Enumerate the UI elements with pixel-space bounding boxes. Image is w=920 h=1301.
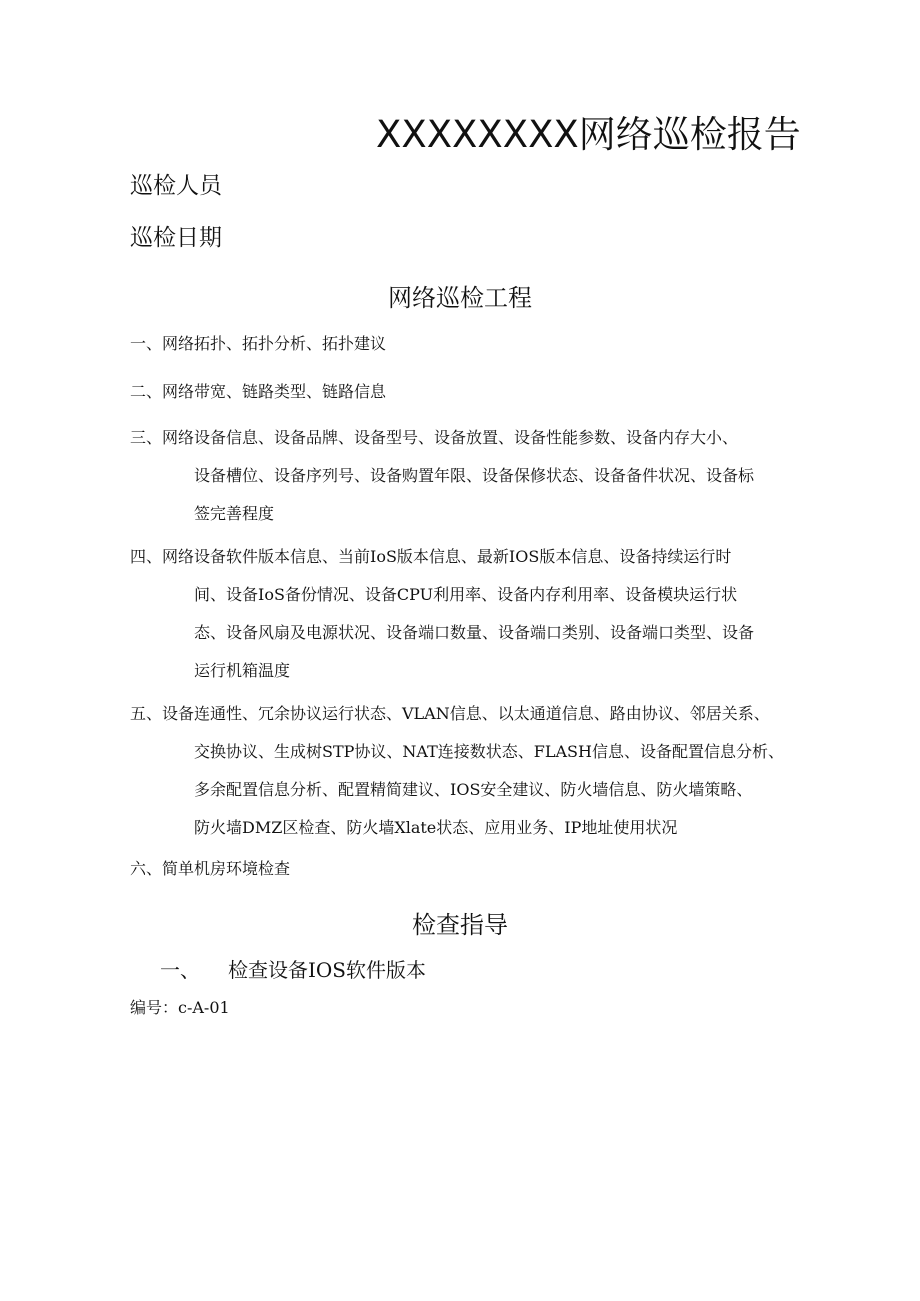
scope-item-line: 交换协议、生成树STP协议、NAT连接数状态、FLASH信息、设备配置信息分析、 <box>194 742 784 761</box>
scope-item-line: 运行机箱温度 <box>194 661 291 680</box>
scope-item-line: 多余配置信息分析、配置精简建议、IOS安全建议、防火墙信息、防火墙策略、 <box>194 780 753 799</box>
scope-item-line: 一、网络拓扑、拓扑分析、拓扑建议 <box>130 334 387 353</box>
document-title: XXXXXXXX网络巡检报告 <box>376 113 801 156</box>
scope-item-4 <box>130 538 800 690</box>
scope-item-1 <box>130 325 800 363</box>
scope-item-line: 态、设备风扇及电源状况、设备端口数量、设备端口类别、设备端口类型、设备 <box>194 623 755 642</box>
scope-section-heading: 网络巡检工程 <box>388 284 532 312</box>
scope-item-line: 设备槽位、设备序列号、设备购置年限、设备保修状态、设备备件状况、设备标 <box>194 466 755 485</box>
date-label: 巡检日期 <box>130 225 222 251</box>
guide-sub-heading <box>160 955 426 985</box>
scope-item-line: 四、网络设备软件版本信息、当前IoS版本信息、最新IOS版本信息、设备持续运行时 <box>130 547 732 566</box>
sub-heading-number: 一、 <box>160 958 200 982</box>
scope-item-line: 间、设备IoS备份情况、设备CPU利用率、设备内存利用率、设备模块运行状 <box>194 585 738 604</box>
item-code: 编号：c-A-01 <box>130 998 230 1017</box>
scope-item-5 <box>130 695 800 847</box>
inspector-label: 巡检人员 <box>130 173 222 199</box>
scope-item-line: 二、网络带宽、链路类型、链路信息 <box>130 382 387 401</box>
scope-item-line: 三、网络设备信息、设备品牌、设备型号、设备放置、设备性能参数、设备内存大小、 <box>130 428 739 447</box>
guide-section-heading: 检查指导 <box>412 911 508 939</box>
scope-item-line: 签完善程度 <box>194 504 275 523</box>
scope-item-line: 防火墙DMZ区检查、防火墙Xlate状态、应用业务、IP地址使用状况 <box>194 818 678 837</box>
scope-item-2 <box>130 373 800 411</box>
sub-heading-title: 检查设备IOS软件版本 <box>228 958 426 982</box>
scope-item-line: 五、设备连通性、冗余协议运行状态、VLAN信息、以太通道信息、路由协议、邻居关系、 <box>130 704 770 723</box>
scope-item-3 <box>130 419 800 533</box>
scope-item-6 <box>130 850 800 888</box>
scope-item-line: 六、简单机房环境检查 <box>130 859 291 878</box>
